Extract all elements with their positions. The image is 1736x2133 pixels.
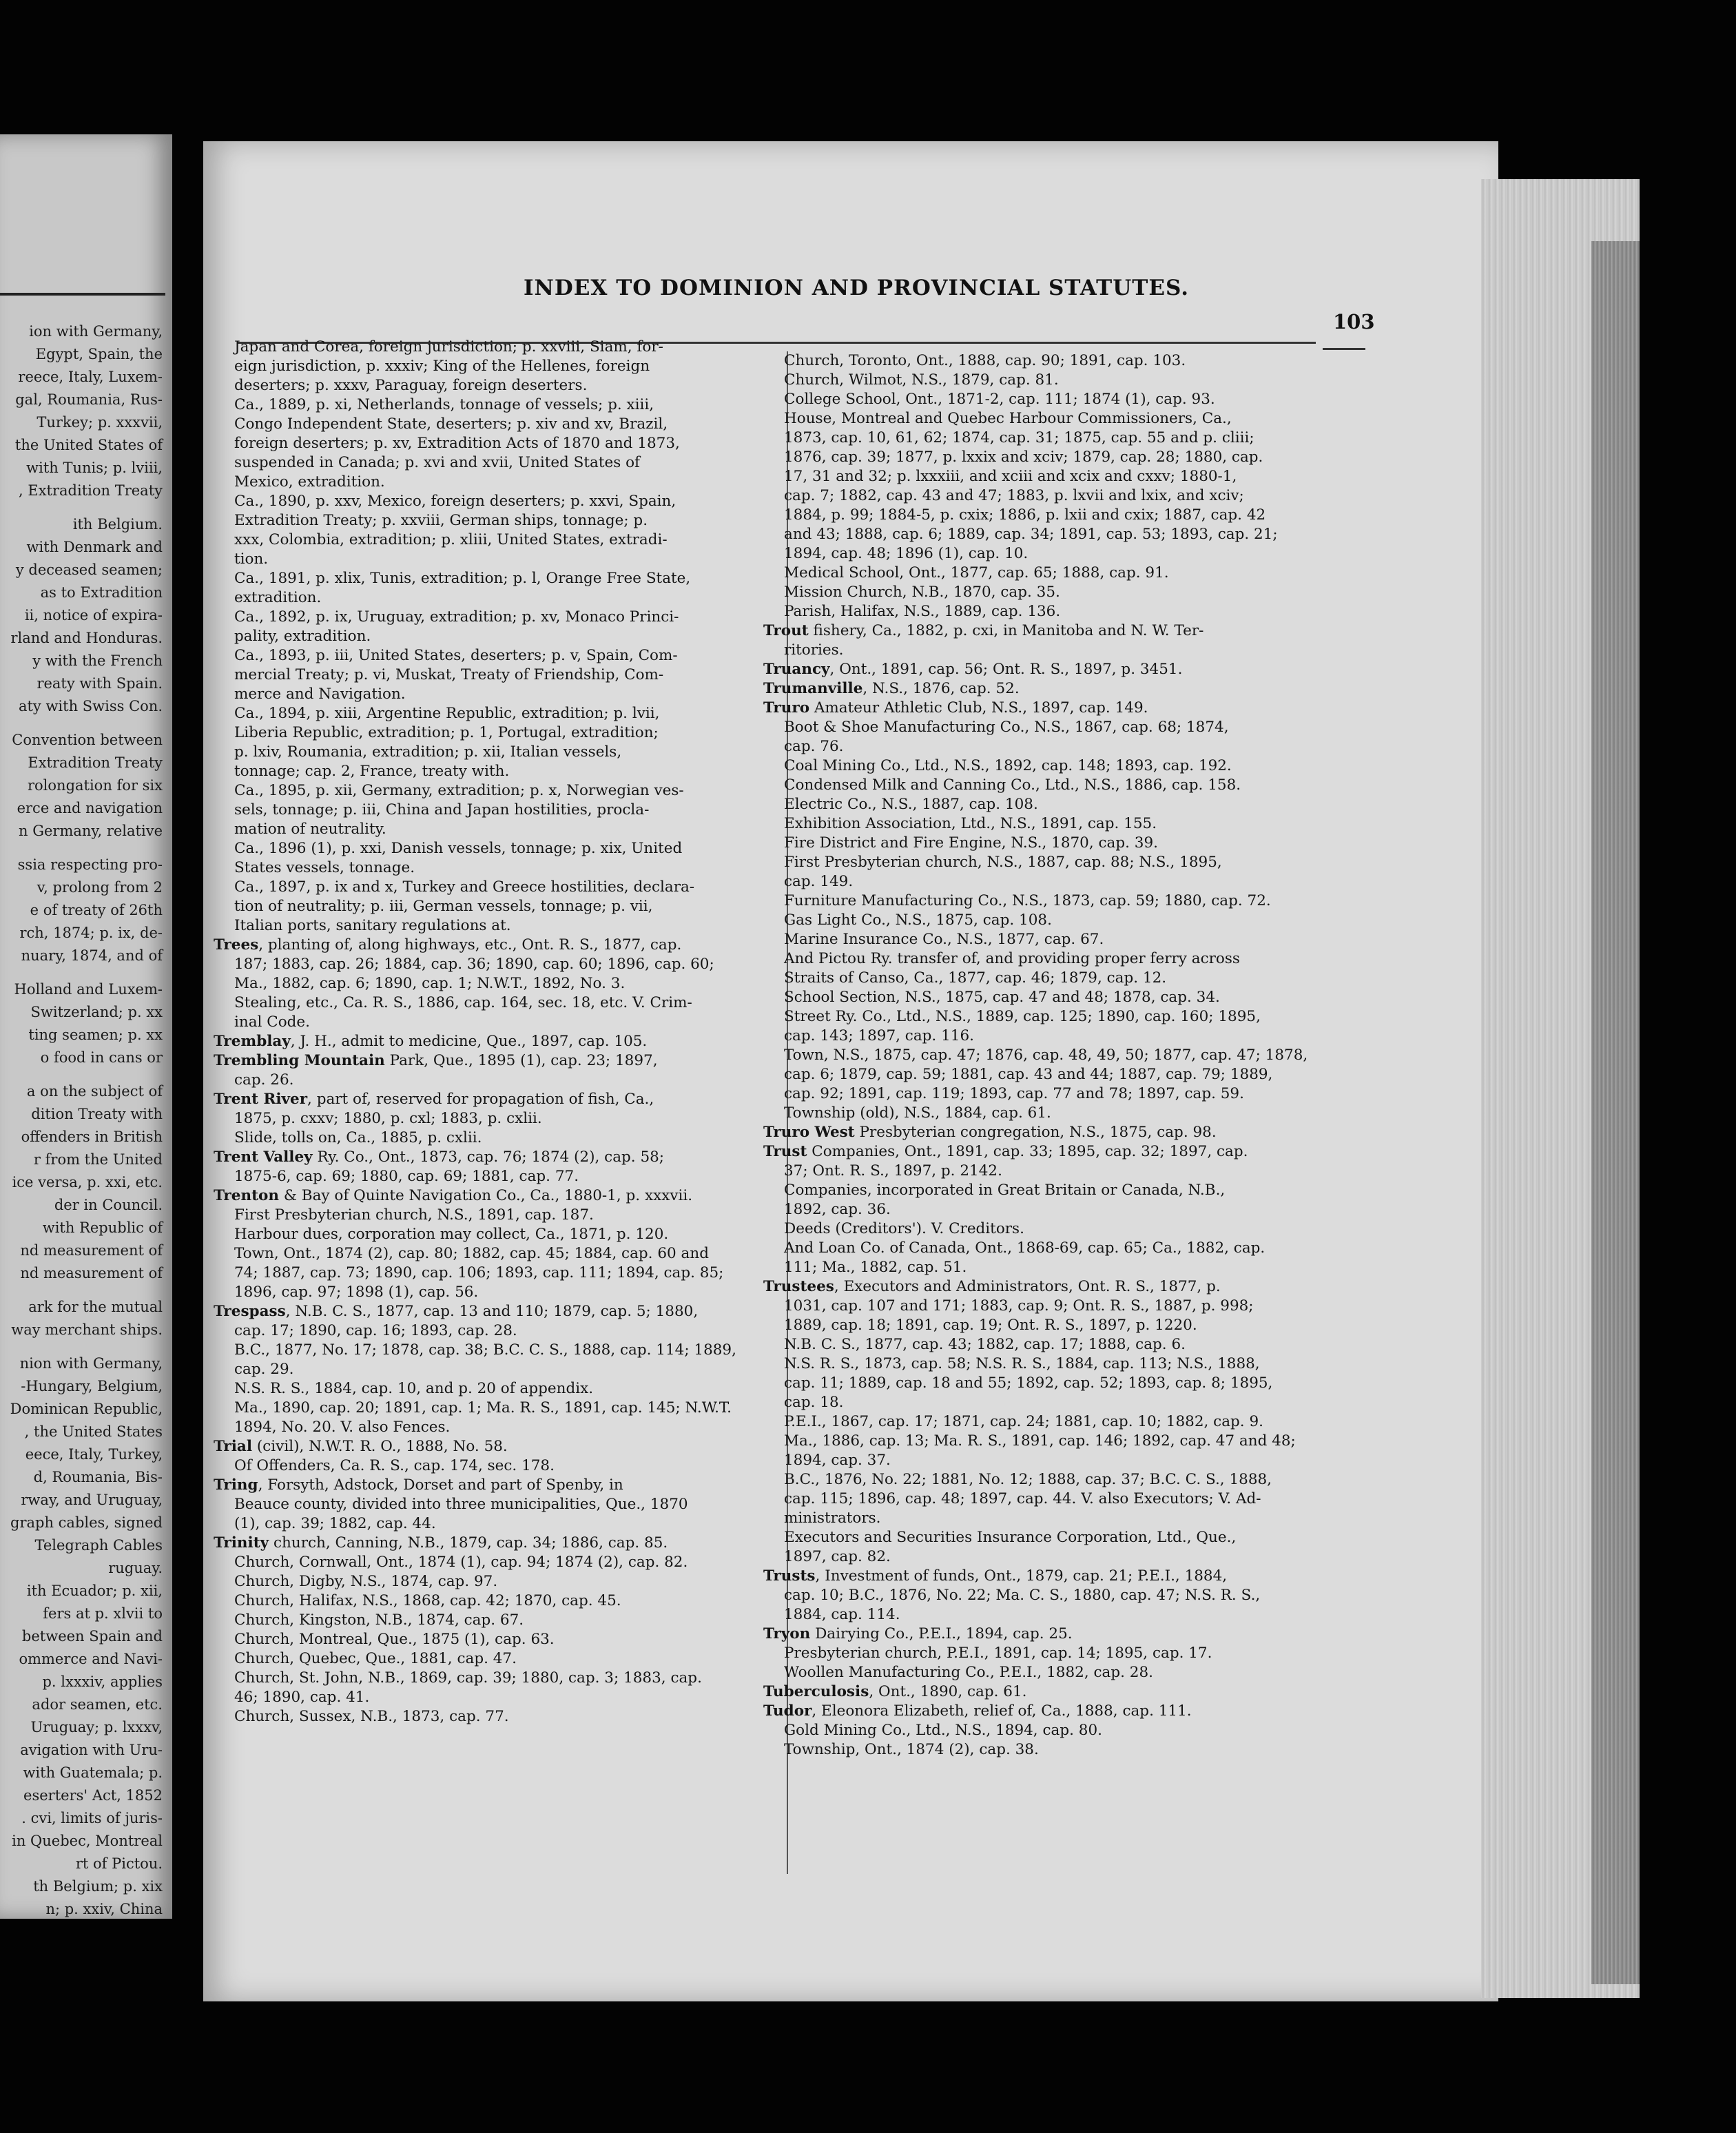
index-keyword: Truro (763, 699, 810, 717)
index-entry-line: 1894, No. 20. V. also Fences. (234, 1419, 451, 1436)
index-keyword: Trustees (763, 1278, 834, 1295)
index-entry-line: Church, Digby, N.S., 1874, cap. 97. (234, 1573, 498, 1590)
index-entry-line: 17, 31 and 32; p. lxxxiii, and xciii and xcix and cxxv; 1880-1, (784, 468, 1237, 485)
index-keyword-rest: Park, Que., 1895 (1), cap. 23; 1897, (384, 1052, 658, 1069)
left-page-line: graph cables, signed (10, 1514, 163, 1531)
index-entry-line: 1884, cap. 114. (784, 1606, 900, 1623)
left-page-line: fers at p. xlvii to (43, 1605, 163, 1622)
left-page-line: Turkey; p. xxxvii, (37, 414, 163, 431)
index-entry-line: B.C., 1876, No. 22; 1881, No. 12; 1888, cap. 37; B.C. C. S., 1888, (784, 1471, 1272, 1488)
index-entry-line: Harbour dues, corporation may collect, Ca., 1871, p. 120. (234, 1226, 669, 1243)
index-entry-line: 1873, cap. 10, 61, 62; 1874, cap. 31; 1875, cap. 55 and p. cliii; (784, 429, 1254, 446)
index-entry-line: Executors and Securities Insurance Corporation, Ltd., Que., (784, 1529, 1237, 1546)
index-entry-line: Liberia Republic, extradition; p. 1, Portugal, extradition; (234, 724, 659, 741)
index-entry-heading (214, 1090, 778, 1109)
index-entry-heading (763, 1277, 1356, 1297)
index-entry-line: B.C., 1877, No. 17; 1878, cap. 38; B.C. C. S., 1888, cap. 114; 1889, (234, 1341, 736, 1359)
index-entry-line: Ca., 1890, p. xxv, Mexico, foreign deserters; p. xxvi, Spain, (234, 493, 676, 510)
index-entry-line: Furniture Manufacturing Co., N.S., 1873, cap. 59; 1880, cap. 72. (784, 892, 1271, 909)
index-entry-heading (214, 936, 778, 955)
index-entry-line: mercial Treaty; p. vi, Muskat, Treaty of Friendship, Com- (234, 666, 664, 683)
index-keyword: Trees (214, 936, 259, 954)
left-page-line: ice versa, p. xxi, etc. (12, 1174, 163, 1191)
index-keyword-rest: , Investment of funds, Ont., 1879, cap. 21; P.E.I., 1884, (815, 1567, 1228, 1585)
index-entry-line: Ca., 1897, p. ix and x, Turkey and Greece hostilities, declara- (234, 878, 695, 896)
index-entry-line: eign jurisdiction, p. xxxiv; King of the Hellenes, foreign (234, 358, 650, 375)
left-page-line: rch, 1874; p. ix, de- (19, 925, 163, 941)
left-page-line: between Spain and (21, 1628, 163, 1645)
index-entry-line: cap. 143; 1897, cap. 116. (784, 1027, 974, 1044)
index-entry-heading (763, 1702, 1356, 1721)
index-entry-line: Condensed Milk and Canning Co., Ltd., N.S., 1886, cap. 158. (784, 776, 1241, 794)
index-entry-line: Extradition Treaty; p. xxviii, German ships, tonnage; p. (234, 512, 648, 529)
index-entry-line: and 43; 1888, cap. 6; 1889, cap. 34; 1891, cap. 53; 1893, cap. 21; (784, 526, 1278, 543)
index-entry-line: N.S. R. S., 1884, cap. 10, and p. 20 of appendix. (234, 1380, 594, 1397)
index-keyword-rest: Presbyterian congregation, N.S., 1875, cap. 98. (854, 1124, 1217, 1141)
index-entry-line: Township, Ont., 1874 (2), cap. 38. (784, 1741, 1039, 1758)
index-entry-line: inal Code. (234, 1013, 310, 1031)
index-keyword-rest: Dairying Co., P.E.I., 1894, cap. 25. (810, 1625, 1073, 1642)
index-entry-heading (763, 1625, 1356, 1644)
left-page-line: with Denmark and (26, 539, 163, 555)
index-entry-heading (214, 1051, 778, 1071)
left-page-line: reece, Italy, Luxem- (18, 369, 163, 385)
left-page-line: gal, Roumania, Rus- (15, 391, 163, 408)
index-entry-heading (763, 621, 1356, 641)
left-page-line (0, 502, 163, 513)
index-keyword: Tryon (763, 1625, 811, 1642)
index-keyword: Tudor (763, 1702, 812, 1720)
index-entry-line: Deeds (Creditors'). V. Creditors. (784, 1220, 1024, 1237)
index-entry-line: cap. 10; B.C., 1876, No. 22; Ma. C. S., 1880, cap. 47; N.S. R. S., (784, 1587, 1261, 1604)
index-entry-line: Church, Halifax, N.S., 1868, cap. 42; 1870, cap. 45. (234, 1592, 621, 1609)
index-entry-line: pality, extradition. (234, 628, 371, 645)
left-page-line: ion with Germany, (29, 323, 163, 340)
index-entry-line: 1892, cap. 36. (784, 1201, 891, 1218)
left-page-line: ting seamen; p. xx (28, 1027, 163, 1043)
index-keyword: Trent River (214, 1091, 308, 1108)
left-page-line: in Quebec, Montreal (12, 1833, 163, 1849)
index-entry-line: 1031, cap. 107 and 171; 1883, cap. 9; Ont. R. S., 1887, p. 998; (784, 1297, 1254, 1315)
index-entry-heading (763, 1567, 1356, 1586)
left-page-line: y deceased seamen; (15, 561, 163, 578)
index-keyword: Trembling Mountain (214, 1052, 385, 1069)
index-entry-heading (763, 699, 1356, 718)
left-page-line: Uruguay; p. lxxxv, (30, 1719, 163, 1735)
left-page-line: , Extradition Treaty (19, 482, 163, 499)
index-entry-line: Straits of Canso, Ca., 1877, cap. 46; 1879, cap. 12. (784, 969, 1167, 987)
left-page-line: y with the French (32, 652, 163, 669)
index-keyword: Trumanville (763, 680, 863, 697)
index-entry-line: cap. 18. (784, 1394, 844, 1411)
index-keyword-rest: , part of, reserved for propagation of fish, Ca., (307, 1091, 654, 1108)
index-entry-line: suspended in Canada; p. xvi and xvii, United States of (234, 454, 640, 471)
left-page-line: nion with Germany, (19, 1355, 163, 1372)
index-entry-line: 187; 1883, cap. 26; 1884, cap. 36; 1890, cap. 60; 1896, cap. 60; (234, 956, 714, 973)
index-entry-line: Coal Mining Co., Ltd., N.S., 1892, cap. 148; 1893, cap. 192. (784, 757, 1232, 774)
left-page-line: ark for the mutual (28, 1299, 163, 1315)
index-keyword-rest: , Ont., 1890, cap. 61. (869, 1683, 1027, 1700)
index-entry-line: cap. 11; 1889, cap. 18 and 55; 1892, cap. 52; 1893, cap. 8; 1895, (784, 1374, 1273, 1392)
index-entry-line: Ma., 1890, cap. 20; 1891, cap. 1; Ma. R. S., 1891, cap. 145; N.W.T. (234, 1399, 732, 1416)
index-entry-line: Congo Independent State, deserters; p. xiv and xv, Brazil, (234, 415, 668, 433)
left-page-line: with Guatemala; p. (23, 1764, 163, 1781)
index-entry-line: 1876, cap. 39; 1877, p. lxxix and xciv; 1879, cap. 28; 1880, cap. (784, 449, 1263, 466)
left-page-line: d, Roumania, Bis- (33, 1469, 163, 1485)
index-entry-line: Ca., 1894, p. xiii, Argentine Republic, extradition; p. lvii, (234, 705, 660, 722)
index-keyword: Tring (214, 1476, 258, 1494)
index-entry-line: Stealing, etc., Ca. R. S., 1886, cap. 164, sec. 18, etc. V. Crim- (234, 994, 692, 1011)
left-page-line: nd measurement of (20, 1242, 163, 1259)
index-keyword: Trent Valley (214, 1148, 313, 1166)
index-keyword-rest: Ry. Co., Ont., 1873, cap. 76; 1874 (2), cap. 58; (312, 1148, 665, 1166)
index-entry-line: N.S. R. S., 1873, cap. 58; N.S. R. S., 1884, cap. 113; N.S., 1888, (784, 1355, 1260, 1372)
index-entry-line: Fire District and Fire Engine, N.S., 1870, cap. 39. (784, 834, 1159, 852)
index-entry-line: 1894, cap. 37. (784, 1452, 891, 1469)
index-entry-line: cap. 6; 1879, cap. 59; 1881, cap. 43 and 44; 1887, cap. 79; 1889, (784, 1066, 1273, 1083)
index-entry-line: tion of neutrality; p. iii, German vessels, tonnage; p. vii, (234, 898, 653, 915)
index-keyword-rest: , J. H., admit to medicine, Que., 1897, cap. 105. (290, 1033, 648, 1050)
left-page-line: Egypt, Spain, the (35, 346, 163, 362)
index-entry-line: Italian ports, sanitary regulations at. (234, 917, 511, 934)
index-keyword-rest: , planting of, along highways, etc., Ont. R. S., 1877, cap. (258, 936, 682, 954)
left-page-line: p. lxxxiv, applies (42, 1673, 163, 1690)
index-entry-line: Slide, tolls on, Ca., 1885, p. cxlii. (234, 1129, 482, 1146)
index-entry-line: 74; 1887, cap. 73; 1890, cap. 106; 1893, cap. 111; 1894, cap. 85; (234, 1264, 724, 1281)
index-entry-heading (763, 1142, 1356, 1162)
index-entry-heading (214, 1148, 778, 1167)
index-entry-line: cap. 115; 1896, cap. 48; 1897, cap. 44. V. also Executors; V. Ad- (784, 1490, 1261, 1507)
index-entry-line: Ma., 1882, cap. 6; 1890, cap. 1; N.W.T., 1892, No. 3. (234, 975, 626, 992)
index-keyword-rest: , Ont., 1891, cap. 56; Ont. R. S., 1897, p. 3451. (829, 661, 1183, 678)
index-keyword-rest: , Eleonora Elizabeth, relief of, Ca., 1888, cap. 111. (812, 1702, 1192, 1720)
left-page-line: Extradition Treaty (28, 754, 163, 771)
index-entry-line: Mexico, extradition. (234, 473, 385, 491)
index-entry-line: States vessels, tonnage. (234, 859, 415, 876)
index-keyword-rest: , Executors and Administrators, Ont. R. S., 1877, p. (834, 1278, 1221, 1295)
index-column-right (763, 351, 1356, 1760)
index-entry-line: 46; 1890, cap. 41. (234, 1689, 370, 1706)
index-keyword: Trust (763, 1143, 807, 1160)
left-page-line: way merchant ships. (11, 1321, 163, 1338)
index-keyword-rest: fishery, Ca., 1882, p. cxi, in Manitoba and N. W. Ter- (808, 622, 1204, 639)
index-keyword: Trinity (214, 1534, 269, 1552)
index-entry-line: House, Montreal and Quebec Harbour Commissioners, Ca., (784, 410, 1232, 427)
left-page-line (0, 1341, 163, 1352)
left-page-line (0, 843, 163, 854)
index-entry-line: Mission Church, N.B., 1870, cap. 35. (784, 584, 1060, 601)
index-entry-line: cap. 26. (234, 1071, 294, 1089)
index-entry-line: ritories. (784, 641, 844, 659)
index-keyword-rest: (civil), N.W.T. R. O., 1888, No. 58. (252, 1438, 508, 1455)
index-entry-line: Ma., 1886, cap. 13; Ma. R. S., 1891, cap. 146; 1892, cap. 47 and 48; (784, 1432, 1296, 1450)
index-keyword: Trusts (763, 1567, 816, 1585)
index-entry-line: Electric Co., N.S., 1887, cap. 108. (784, 796, 1038, 813)
left-page-line: a on the subject of (26, 1083, 163, 1100)
index-entry-line: Church, Sussex, N.B., 1873, cap. 77. (234, 1708, 509, 1725)
index-entry-line: tonnage; cap. 2, France, treaty with. (234, 763, 510, 780)
left-page-line: Dominican Republic, (10, 1401, 163, 1417)
left-page-line: e of treaty of 26th (30, 902, 163, 918)
index-entry-line: And Pictou Ry. transfer of, and providing proper ferry across (784, 950, 1240, 967)
index-entry-line: Japan and Corea, foreign jurisdiction; p. xxviii, Siam, for- (234, 338, 663, 356)
index-entry-line: Medical School, Ont., 1877, cap. 65; 1888, cap. 91. (784, 564, 1169, 581)
index-entry-line: Ca., 1891, p. xlix, Tunis, extradition; p. l, Orange Free State, (234, 570, 691, 587)
index-entry-line: mation of neutrality. (234, 821, 386, 838)
index-entry-line: N.B. C. S., 1877, cap. 43; 1882, cap. 17; 1888, cap. 6. (784, 1336, 1186, 1353)
left-page-text (0, 320, 163, 1919)
index-entry-line: Gas Light Co., N.S., 1875, cap. 108. (784, 911, 1052, 929)
left-page-line: Switzerland; p. xx (30, 1004, 163, 1020)
index-entry-line: Companies, incorporated in Great Britain or Canada, N.B., (784, 1182, 1226, 1199)
index-entry-line: cap. 17; 1890, cap. 16; 1893, cap. 28. (234, 1322, 517, 1339)
index-entry-line: Ca., 1896 (1), p. xxi, Danish vessels, tonnage; p. xix, United (234, 840, 683, 857)
left-page-line: Convention between (12, 732, 163, 748)
index-entry-line: Presbyterian church, P.E.I., 1891, cap. 14; 1895, cap. 17. (784, 1645, 1212, 1662)
left-page-line: ruguay. (108, 1560, 163, 1576)
page-number: 103 (1333, 310, 1375, 333)
left-page-line: n; p. xxiv, China (45, 1901, 163, 1917)
index-keyword: Trout (763, 622, 809, 639)
left-page-line: ith Belgium. (72, 516, 163, 533)
left-page-line: dition Treaty with (31, 1106, 163, 1122)
index-entry-line: cap. 92; 1891, cap. 119; 1893, cap. 77 and 78; 1897, cap. 59. (784, 1085, 1244, 1102)
index-entry-line: Exhibition Association, Ltd., N.S., 1891, cap. 155. (784, 815, 1157, 832)
index-entry-line: ministrators. (784, 1509, 881, 1527)
index-entry-line: Of Offenders, Ca. R. S., cap. 174, sec. 178. (234, 1457, 555, 1474)
index-keyword-rest: Amateur Athletic Club, N.S., 1897, cap. 149. (809, 699, 1148, 717)
left-page-line: th Belgium; p. xix (33, 1878, 163, 1895)
left-page-line: ador seamen, etc. (32, 1696, 163, 1713)
index-entry-line: Ca., 1893, p. iii, United States, deserters; p. v, Spain, Com- (234, 647, 678, 664)
left-page-line: offenders in British (21, 1129, 163, 1145)
left-page-line: nuary, 1874, and of (21, 947, 163, 964)
index-entry-line: Church, Kingston, N.B., 1874, cap. 67. (234, 1611, 524, 1629)
left-page-line: eece, Italy, Turkey, (25, 1446, 163, 1463)
left-page-line: Holland and Luxem- (14, 981, 163, 998)
left-page-line: . cvi, limits of juris- (21, 1810, 163, 1826)
left-page-line: -Hungary, Belgium, (21, 1378, 163, 1394)
left-page-line: ith Ecuador; p. xii, (26, 1583, 163, 1599)
left-page-line: rway, and Uruguay, (21, 1492, 163, 1508)
left-page-line (0, 1069, 163, 1080)
page-stack-edge-shadow (1591, 241, 1640, 1984)
index-entry-line: Township (old), N.S., 1884, cap. 61. (784, 1104, 1051, 1122)
index-keyword-rest: , Forsyth, Adstock, Dorset and part of Spenby, in (258, 1476, 623, 1494)
index-entry-heading (214, 1476, 778, 1495)
left-page-line: ii, notice of expira- (24, 607, 163, 624)
index-entry-heading (214, 1032, 778, 1051)
index-keyword: Tuberculosis (763, 1683, 869, 1700)
index-entry-line: School Section, N.S., 1875, cap. 47 and 48; 1878, cap. 34. (784, 989, 1220, 1006)
index-entry-line: Boot & Shoe Manufacturing Co., N.S., 1867, cap. 68; 1874, (784, 719, 1229, 736)
index-entry-line: 1897, cap. 82. (784, 1548, 891, 1565)
index-entry-heading (214, 1302, 778, 1321)
index-entry-line: Beauce county, divided into three municipalities, Que., 1870 (234, 1496, 688, 1513)
left-page-line (0, 1285, 163, 1296)
index-entry-line: 1896, cap. 97; 1898 (1), cap. 56. (234, 1284, 479, 1301)
left-page-line (0, 718, 163, 729)
index-entry-line: Church, St. John, N.B., 1869, cap. 39; 1880, cap. 3; 1883, cap. (234, 1669, 702, 1687)
index-entry-heading (214, 1186, 778, 1206)
left-page-line: the United States of (14, 437, 163, 453)
index-entry-line: cap. 29. (234, 1361, 294, 1378)
index-entry-line: Church, Cornwall, Ont., 1874 (1), cap. 94; 1874 (2), cap. 82. (234, 1554, 688, 1571)
left-page-line: avigation with Uru- (20, 1742, 163, 1758)
index-entry-line: Church, Quebec, Que., 1881, cap. 47. (234, 1650, 517, 1667)
index-entry-line: tion. (234, 550, 269, 568)
left-page-line: r from the United (33, 1151, 163, 1168)
index-entry-line: 1894, cap. 48; 1896 (1), cap. 10. (784, 545, 1029, 562)
index-entry-line: First Presbyterian church, N.S., 1891, cap. 187. (234, 1206, 594, 1224)
index-keyword-rest: & Bay of Quinte Navigation Co., Ca., 1880-1, p. xxxvii. (278, 1187, 693, 1204)
index-entry-line: Church, Montreal, Que., 1875 (1), cap. 63. (234, 1631, 555, 1648)
left-page-line: n Germany, relative (19, 823, 163, 839)
index-entry-line: deserters; p. xxxv, Paraguay, foreign deserters. (234, 377, 588, 394)
index-entry-line: Town, N.S., 1875, cap. 47; 1876, cap. 48, 49, 50; 1877, cap. 47; 1878, (784, 1047, 1308, 1064)
index-entry-line: 1875, p. cxxv; 1880, p. cxl; 1883, p. cxlii. (234, 1110, 542, 1127)
index-entry-line: xxx, Colombia, extradition; p. xliii, United States, extradi- (234, 531, 668, 548)
index-entry-line: 111; Ma., 1882, cap. 51. (784, 1259, 967, 1276)
index-entry-line: Church, Toronto, Ont., 1888, cap. 90; 1891, cap. 103. (784, 352, 1186, 369)
left-page-line: ommerce and Navi- (19, 1651, 163, 1667)
index-keyword: Trial (214, 1438, 253, 1455)
left-page-line: nd measurement of (20, 1265, 163, 1281)
index-entry-heading (214, 1437, 778, 1456)
index-entry-line: Gold Mining Co., Ltd., N.S., 1894, cap. 80. (784, 1722, 1102, 1739)
left-page-line (0, 967, 163, 978)
left-page-rule (0, 293, 165, 296)
index-keyword-rest: church, Canning, N.B., 1879, cap. 34; 1886, cap. 85. (269, 1534, 668, 1552)
index-column-left (214, 338, 778, 1727)
index-entry-heading (763, 1682, 1356, 1702)
page-header-title: INDEX TO DOMINION AND PROVINCIAL STATUTES. (524, 276, 1190, 300)
index-entry-heading (763, 1123, 1356, 1142)
index-entry-line: cap. 149. (784, 873, 854, 890)
index-entry-line: Marine Insurance Co., N.S., 1877, cap. 67. (784, 931, 1104, 948)
index-entry-line: 1875-6, cap. 69; 1880, cap. 69; 1881, cap. 77. (234, 1168, 579, 1185)
left-page-line: rt of Pictou. (75, 1855, 163, 1872)
index-entry-heading (763, 660, 1356, 679)
index-entry-heading (763, 679, 1356, 699)
index-entry-heading (214, 1534, 778, 1553)
left-page-line: o food in cans or (40, 1049, 163, 1066)
left-page-line: rland and Honduras. (10, 630, 163, 646)
index-entry-line: College School, Ont., 1871-2, cap. 111; 1874 (1), cap. 93. (784, 391, 1215, 408)
left-page-line: ssia respecting pro- (17, 856, 163, 873)
index-entry-line: cap. 76. (784, 738, 844, 755)
left-page-line: v, prolong from 2 (37, 879, 163, 896)
index-entry-line: extradition. (234, 589, 322, 606)
index-entry-line: sels, tonnage; p. iii, China and Japan hostilities, procla- (234, 801, 650, 818)
index-keyword: Truancy (763, 661, 830, 678)
index-entry-line: 37; Ont. R. S., 1897, p. 2142. (784, 1162, 1002, 1179)
index-keyword-rest: Companies, Ont., 1891, cap. 33; 1895, cap. 32; 1897, cap. (807, 1143, 1248, 1160)
index-keyword: Trenton (214, 1187, 279, 1204)
index-entry-line: Church, Wilmot, N.S., 1879, cap. 81. (784, 371, 1059, 389)
left-page-line: with Tunis; p. lviii, (26, 460, 163, 476)
index-entry-line: p. lxiv, Roumania, extradition; p. xii, Italian vessels, (234, 743, 622, 761)
left-page-line: with Republic of (42, 1219, 163, 1236)
left-page-line: as to Extradition (40, 584, 163, 601)
index-entry-line: 1884, p. 99; 1884-5, p. cxix; 1886, p. lxii and cxix; 1887, cap. 42 (784, 506, 1266, 524)
index-keyword-rest: , N.S., 1876, cap. 52. (862, 680, 1020, 697)
index-keyword-rest: , N.B. C. S., 1877, cap. 13 and 110; 1879, cap. 5; 1880, (285, 1303, 699, 1320)
left-page-fragment (0, 134, 172, 1919)
page-number-rule (1323, 348, 1365, 350)
index-entry-line: Woollen Manufacturing Co., P.E.I., 1882, cap. 28. (784, 1664, 1153, 1681)
index-entry-line: Ca., 1895, p. xii, Germany, extradition; p. x, Norwegian ves- (234, 782, 684, 799)
index-entry-line: Ca., 1892, p. ix, Uruguay, extradition; p. xv, Monaco Princi- (234, 608, 679, 626)
index-entry-line: And Loan Co. of Canada, Ont., 1868-69, cap. 65; Ca., 1882, cap. (784, 1239, 1265, 1257)
left-page-line: rolongation for six (28, 777, 163, 794)
index-keyword: Tremblay (214, 1033, 291, 1050)
left-page-line: aty with Swiss Con. (18, 698, 163, 714)
index-entry-line: First Presbyterian church, N.S., 1887, cap. 88; N.S., 1895, (784, 854, 1222, 871)
index-keyword: Trespass (214, 1303, 286, 1320)
left-page-line: erce and navigation (17, 800, 163, 816)
index-entry-line: merce and Navigation. (234, 686, 406, 703)
index-entry-line: Ca., 1889, p. xi, Netherlands, tonnage of vessels; p. xiii, (234, 396, 654, 413)
left-page-line: eserters' Act, 1852 (23, 1787, 163, 1804)
index-keyword: Truro West (763, 1124, 855, 1141)
left-page-line: der in Council. (54, 1197, 163, 1213)
left-page-line: Telegraph Cables (34, 1537, 163, 1554)
index-entry-line: Street Ry. Co., Ltd., N.S., 1889, cap. 125; 1890, cap. 160; 1895, (784, 1008, 1261, 1025)
index-entry-line: foreign deserters; p. xv, Extradition Acts of 1870 and 1873, (234, 435, 680, 452)
index-entry-line: Parish, Halifax, N.S., 1889, cap. 136. (784, 603, 1061, 620)
index-entry-line: Town, Ont., 1874 (2), cap. 80; 1882, cap. 45; 1884, cap. 60 and (234, 1245, 709, 1262)
index-entry-line: (1), cap. 39; 1882, cap. 44. (234, 1515, 436, 1532)
left-page-line: reaty with Spain. (37, 675, 163, 692)
index-entry-line: cap. 7; 1882, cap. 43 and 47; 1883, p. lxvii and lxix, and xciv; (784, 487, 1244, 504)
index-entry-line: P.E.I., 1867, cap. 17; 1871, cap. 24; 1881, cap. 10; 1882, cap. 9. (784, 1413, 1263, 1430)
left-page-line: , the United States (24, 1423, 163, 1440)
index-entry-line: 1889, cap. 18; 1891, cap. 19; Ont. R. S., 1897, p. 1220. (784, 1317, 1197, 1334)
